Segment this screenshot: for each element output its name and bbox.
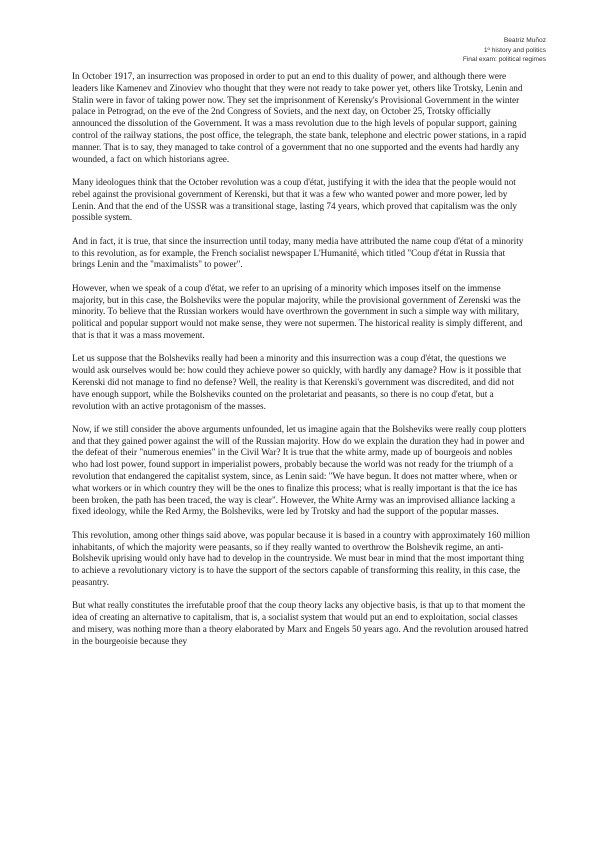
author-name: Beatriz Muñoz [503,37,546,44]
paragraph: And in fact, it is true, that since the insurrection until today, many media have attributed the name coup d'état of a minority to this revolution, as for example, the French socialist newspaper L'Humanité, which titled "Coup d'état in Russia that brings Lenin and the "maximalists" to power". [72,235,524,270]
paragraph: In October 1917, an insurrection was proposed in order to put an end to this duality of power, and although there were leaders like Kamenev and Zinoviev who thought that they were not ready to take power yet, others like Trotsky, Lenin and Stalin were in favor of taking power now. They set the imprisonment of Kerensky's Provisional Government in the winter palace in Petrograd, on the eve of the 2nd Congress of Soviets, and the next day, on October 25, Trotsky officially announced the dissolution of the Government. It was a mass revolution due to the high levels of popular support, gaining control of the railway stations, the post office, the telegraph, the state bank, telephone and electric power stations, in a rapid manner. That is to say, they managed to take control of a government that no one supported and the events had hardly any wounded, a fact on which historians agree. [72,71,527,164]
paragraph: Let us suppose that the Bolsheviks really had been a minority and this insurrection was a coup d'état, the questions we would ask ourselves would be: how could they achieve power so quickly, with hardly any damage? How is it possible that Kerenski did not manage to find no defense? Well, the reality is that Kerenski's government was discredited, and did not have enough support, while the Bolsheviks counted on the proletariat and peasants, so there is no coup d'etat, but a revolution with an active protagonism of the masses. [72,353,522,411]
paragraph: But what really constitutes the irrefutable proof that the coup theory lacks any objective basis, is that up to that moment the idea of creating an alternative to capitalism, that is, a socialist system that would put an end to exploitation, social classes and misery, was nothing more than a theory elaborated by Marx and Engels 50 years ago. And the revolution aroused hatred in the bourgeoisie because they [72,600,529,646]
paragraph: However, when we speak of a coup d'état, we refer to an uprising of a minority which imposes itself on the immense majority, but in this case, the Bolsheviks were the popular majority, while the provisional government of Zerenski was the minority. To believe that the Russian workers would have overthrown the government in such a simple way with military, political and popular support would not make sense, they were not supermen. The historical reality is simply different, and that is that it was a mass movement. [72,282,523,340]
exam-title: Final exam: political regimes [462,56,546,64]
document-body [72,71,530,659]
document-header [463,36,546,65]
paragraph: Many ideologues think that the October revolution was a coup d'état, justifying it with the idea that the people would not rebel against the provisional government of Kerenski, but that it was a few who wanted power and more power, led by Lenin. And that the end of the USSR was a transitional stage, lasting 74 years, which proved that capitalism was the only possible system. [72,176,517,223]
course-label: 1º history and politics [483,46,546,54]
paragraph: This revolution, among other things said above, was popular because it is based in a country with approximately 160 million inhabitants, of which the majority were peasants, so if they really wanted to overthrow the Bolshevik regime, an anti-Bolshevik uprising would only have had to develop in the countryside. We must bear in mind that the most important thing to achieve a revolutionary victory is to have the support of the sectors capable of transforming this reality, in this case, the peasantry. [72,529,531,588]
paragraph: Now, if we still consider the above arguments unfounded, let us imagine again that the Bolsheviks were really coup plotters and that they gained power against the will of the Russian majority. How do we explain the duration they had in power and the defeat of their "numerous enemies" in the Civil War? It is true that the white army, made up of bourgeois and nobles who had lost power, found support in imperialist powers, probably because the world was not ready for the triumph of a revolution that endangered the capitalist system, since, as Lenin said: "We have begun. It does not matter where, when or what workers or in which country they will be the ones to finalize this process; what is really important is that the ice has been broken, the path has been traced, the way is clear". However, the White Army was an improvised alliance lacking a fixed ideology, while the Red Army, the Bolsheviks, were led by Trotsky and had the support of the popular masses. [72,423,527,517]
